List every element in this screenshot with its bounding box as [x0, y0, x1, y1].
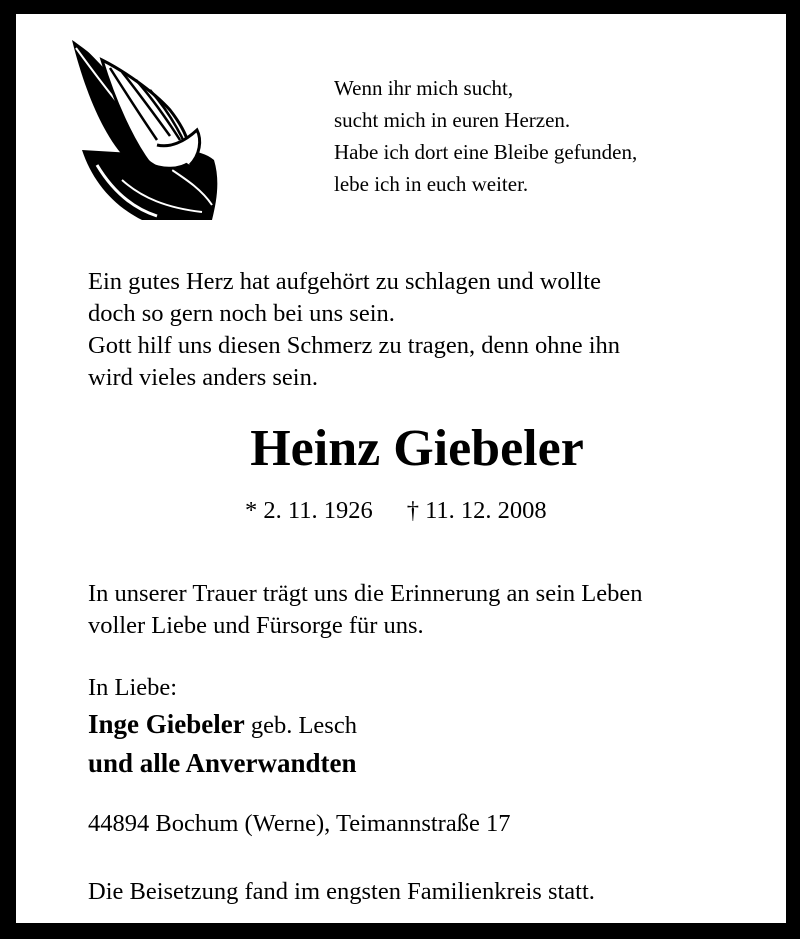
intro-text	[88, 266, 620, 394]
funeral-note: Die Beisetzung fand im engsten Familienkreis statt.	[88, 878, 595, 905]
life-dates	[245, 495, 547, 527]
poem-line: Wenn ihr mich sucht,	[334, 76, 514, 100]
poem-line: lebe ich in euch weiter.	[334, 172, 529, 196]
relatives-line: und alle Anverwandten	[88, 748, 357, 778]
memory-line: In unserer Trauer trägt uns die Erinnerung an sein Leben	[88, 580, 643, 607]
in-love-label: In Liebe:	[88, 674, 178, 701]
poem-line: Habe ich dort eine Bleibe gefunden,	[334, 140, 638, 164]
intro-line: doch so gern noch bei uns sein.	[88, 300, 395, 327]
memory-line: voller Liebe und Fürsorge für uns.	[88, 612, 424, 639]
birth-date: * 2. 11. 1926	[245, 497, 373, 524]
mourner-line	[88, 706, 357, 744]
praying-hands-icon	[62, 30, 222, 225]
memory-text	[88, 578, 643, 642]
intro-line: Gott hilf uns diesen Schmerz zu tragen, denn ohne ihn	[88, 332, 621, 359]
mourner-name: Inge Giebeler	[88, 709, 245, 739]
deceased-name: Heinz Giebeler	[250, 420, 584, 477]
address: 44894 Bochum (Werne), Teimannstraße 17	[88, 810, 511, 837]
death-date: † 11. 12. 2008	[406, 497, 547, 524]
mourner-maiden-name: geb. Lesch	[250, 712, 357, 739]
poem-block	[334, 72, 637, 200]
poem-line: sucht mich in euren Herzen.	[334, 108, 571, 132]
intro-line: Ein gutes Herz hat aufgehört zu schlagen und wollte	[88, 268, 601, 295]
intro-line: wird vieles anders sein.	[88, 364, 318, 391]
